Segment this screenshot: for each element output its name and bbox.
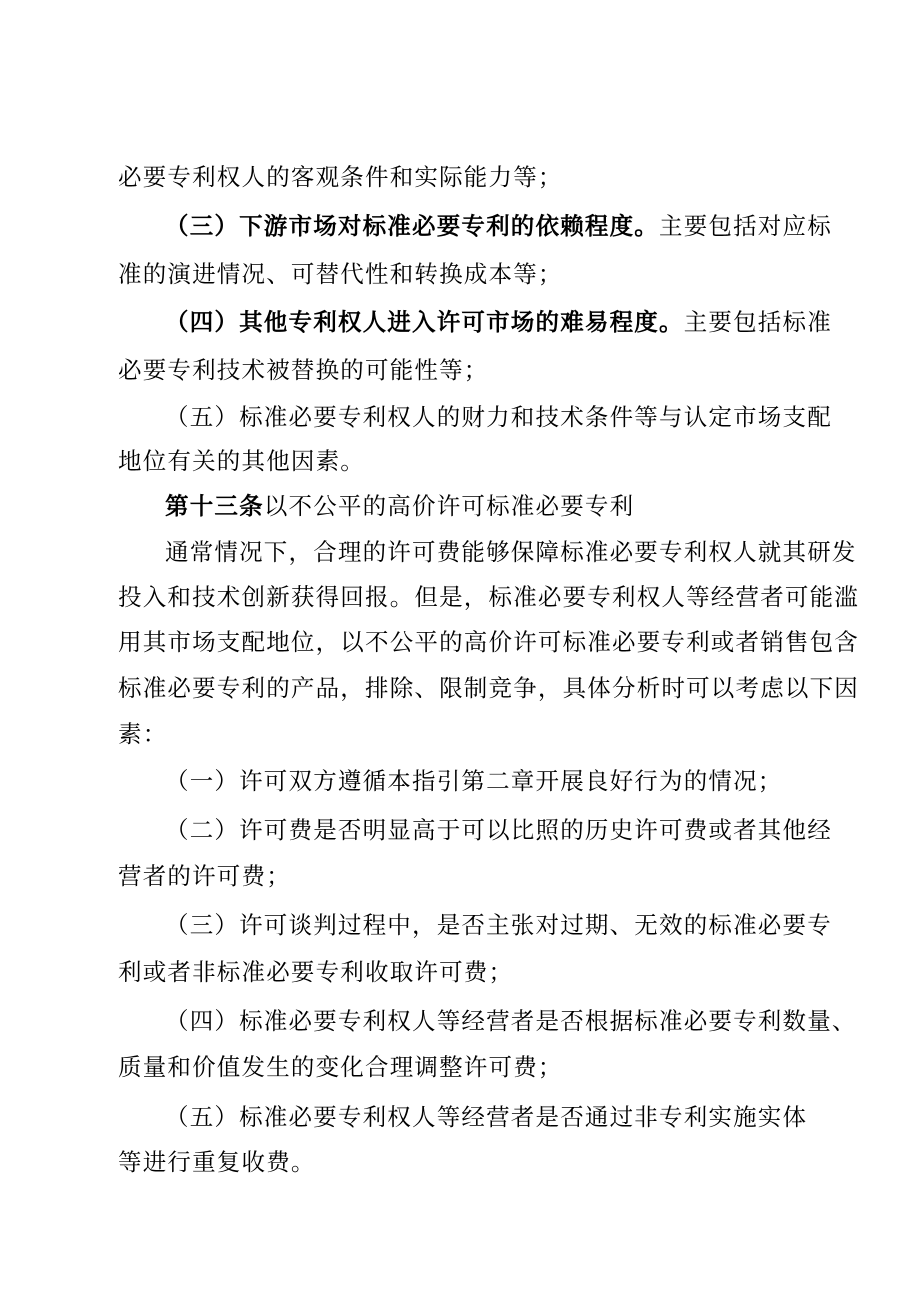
text-line: （三）下游市场对标准必要专利的依赖程度。主要包括对应标 xyxy=(165,212,832,240)
text-line: （五）标准必要专利权人等经营者是否通过非专利实施实体 xyxy=(165,1103,808,1131)
text-line: 通常情况下，合理的许可费能够保障标准必要专利权人就其研发 xyxy=(165,538,857,566)
text-line: 必要专利权人的客观条件和实际能力等； xyxy=(118,163,563,191)
text-line: 地位有关的其他因素。 xyxy=(118,447,365,475)
text-line: （二）许可费是否明显高于可以比照的历史许可费或者其他经 xyxy=(165,816,832,844)
text-line: 营者的许可费； xyxy=(118,862,291,890)
text-line: （四）标准必要专利权人等经营者是否根据标准必要专利数量、 xyxy=(165,1007,857,1035)
text-line: 必要专利技术被替换的可能性等； xyxy=(118,356,489,384)
text-line: 投入和技术创新获得回报。但是，标准必要专利权人等经营者可能滥 xyxy=(118,583,859,611)
bold-heading: （三）下游市场对标准必要专利的依赖程度。 xyxy=(165,212,659,240)
article-number: 第十三条 xyxy=(165,492,264,520)
text-line: 质量和价值发生的变化合理调整许可费； xyxy=(118,1053,563,1081)
text-line: （五）标准必要专利权人的财力和技术条件等与认定市场支配 xyxy=(165,403,832,431)
text-line: 等进行重复收费。 xyxy=(118,1148,316,1176)
text-line: 素： xyxy=(118,720,168,748)
text-line: 准的演进情况、可替代性和转换成本等； xyxy=(118,260,563,288)
article-heading-line: 第十三条以不公平的高价许可标准必要专利 xyxy=(165,492,635,520)
text-line: （一）许可双方遵循本指引第二章开展良好行为的情况； xyxy=(165,767,783,795)
text-line: 用其市场支配地位，以不公平的高价许可标准必要专利或者销售包含 xyxy=(118,628,859,656)
bold-heading: （四）其他专利权人进入许可市场的难易程度。 xyxy=(165,308,684,336)
text-line: （三）许可谈判过程中，是否主张对过期、无效的标准必要专 xyxy=(165,911,832,939)
text-line: （四）其他专利权人进入许可市场的难易程度。主要包括标准 xyxy=(165,308,832,336)
text-line: 标准必要专利的产品，排除、限制竞争，具体分析时可以考虑以下因 xyxy=(118,674,859,702)
text-line: 利或者非标准必要专利收取许可费； xyxy=(118,958,514,986)
